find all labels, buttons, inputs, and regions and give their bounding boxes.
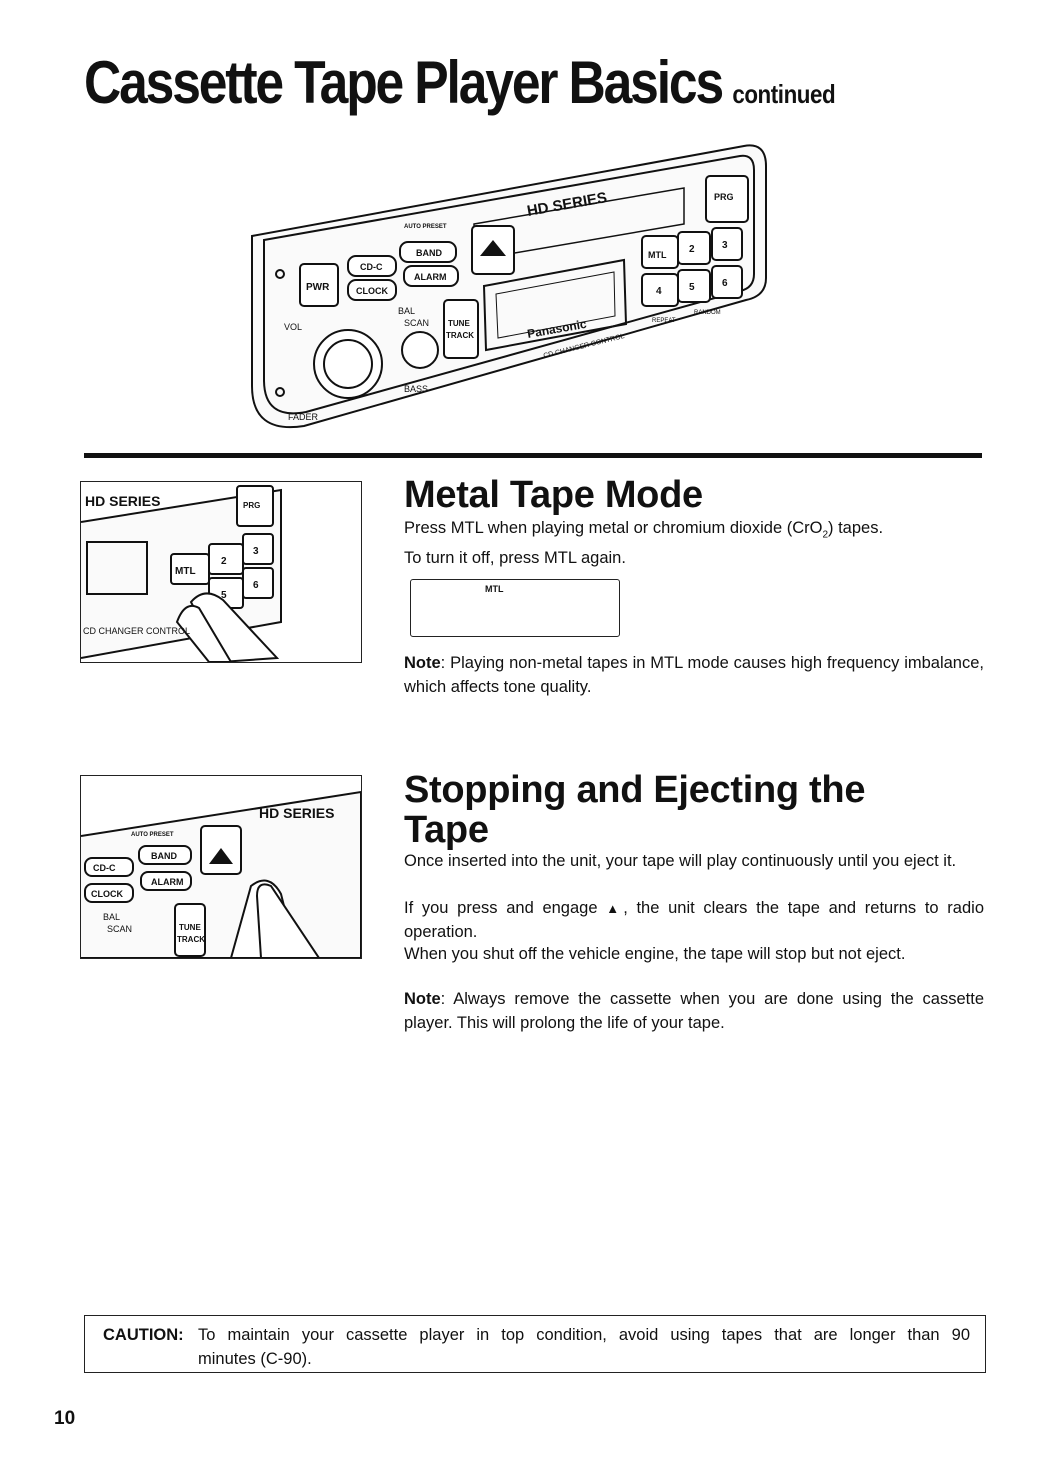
stop-eject-para-1: Once inserted into the unit, your tape will play continuously until you eject it.: [404, 852, 957, 870]
fig1-preset-5-label: 5: [221, 590, 227, 601]
metal-tape-instructions: Press MTL when playing metal or chromium dioxide (CrO$_2$) tapes. To turn it off, press MTL again.: [404, 519, 884, 567]
page-title: Cassette Tape Player Basics continued: [84, 49, 836, 116]
caution-box: [84, 1315, 986, 1373]
stop-eject-note: Note: Always remove the cassette when you are done using the cassette player. This will prolong the life of your tape.: [404, 990, 984, 1032]
preset-4-label: 4: [656, 286, 662, 297]
stop-eject-para-2: If you press and engage ▲, the unit clears the tape and returns to radio operation.: [404, 899, 984, 941]
fig2-series-label: HD SERIES: [259, 805, 335, 821]
cdc-label: CD-C: [360, 262, 383, 272]
clock-label: CLOCK: [356, 286, 388, 296]
random-label: RANDOM: [694, 310, 721, 316]
caution-text: To maintain your cassette player in top condition, avoid using tapes that are longer than 90 minutes (C-90).: [198, 1326, 970, 1368]
mtl-indicator-text: MTL: [485, 584, 504, 594]
tune-label: TUNE: [448, 319, 470, 328]
fig2-clock-label: CLOCK: [91, 889, 123, 899]
metal-tape-heading: Metal Tape Mode: [404, 474, 703, 516]
track-label: TRACK: [446, 331, 474, 340]
metal-note-label: Note: [404, 654, 441, 672]
bass-label: BASS: [404, 384, 429, 394]
alarm-label: ALARM: [414, 272, 447, 282]
page-number: 10: [54, 1408, 76, 1429]
fig2-scan-label: SCAN: [107, 924, 133, 934]
autopreset-label: AUTO PRESET: [404, 224, 447, 230]
caution-label: CAUTION:: [103, 1326, 184, 1344]
prg-label: PRG: [714, 192, 734, 202]
fig2-cdc-label: CD-C: [93, 863, 116, 873]
fig1-cd-changer-label: CD CHANGER CONTROL: [83, 626, 191, 636]
band-label: BAND: [416, 248, 442, 258]
fig2-tune-label: TUNE: [179, 923, 201, 932]
car-stereo-illustration: [244, 128, 774, 432]
stop-eject-heading: Stopping and Ejecting the Tape: [404, 769, 866, 851]
fig1-mtl-label: MTL: [175, 566, 196, 577]
pwr-label: PWR: [306, 282, 330, 293]
eject-press-figure: [80, 775, 362, 959]
fig2-bal-label: BAL: [103, 912, 121, 922]
fig2-band-label: BAND: [151, 851, 177, 861]
mtl-display-indicator: [410, 579, 620, 637]
series-label: HD SERIES: [525, 189, 609, 220]
fig2-autopreset-label: AUTO PRESET: [131, 832, 174, 838]
section-divider: [84, 453, 982, 458]
preset-5-label: 5: [689, 282, 695, 293]
vol-label: VOL: [284, 322, 303, 332]
fig1-preset-2-label: 2: [221, 556, 227, 567]
preset-3-label: 3: [722, 240, 728, 251]
mtl-press-figure: [80, 481, 362, 663]
repeat-label: REPEAT: [652, 318, 676, 324]
eject-icon: ▲: [606, 901, 624, 916]
bal-label: BAL: [398, 306, 416, 316]
brand-label: Panasonic: [526, 316, 588, 341]
fig1-prg-label: PRG: [243, 501, 261, 510]
fader-label: FADER: [288, 412, 319, 422]
fig1-series-label: HD SERIES: [85, 493, 161, 509]
stop-eject-para-3: When you shut off the vehicle engine, the tape will stop but not eject.: [404, 945, 906, 963]
preset-6-label: 6: [722, 278, 728, 289]
cd-changer-label: CD CHANGER CONTROL: [542, 333, 626, 360]
fig1-preset-6-label: 6: [253, 580, 259, 591]
fig1-preset-3-label: 3: [253, 546, 259, 557]
preset-2-label: 2: [689, 244, 695, 255]
mtl-button-label: MTL: [648, 250, 667, 260]
scan-label: SCAN: [404, 318, 430, 328]
fig2-track-label: TRACK: [177, 935, 205, 944]
stop-note-label: Note: [404, 990, 441, 1008]
metal-tape-note: Note: Playing non-metal tapes in MTL mode causes high frequency imbalance, which affects tone quality.: [404, 654, 984, 696]
page-title-suffix: continued: [732, 79, 836, 109]
fig2-alarm-label: ALARM: [151, 877, 184, 887]
